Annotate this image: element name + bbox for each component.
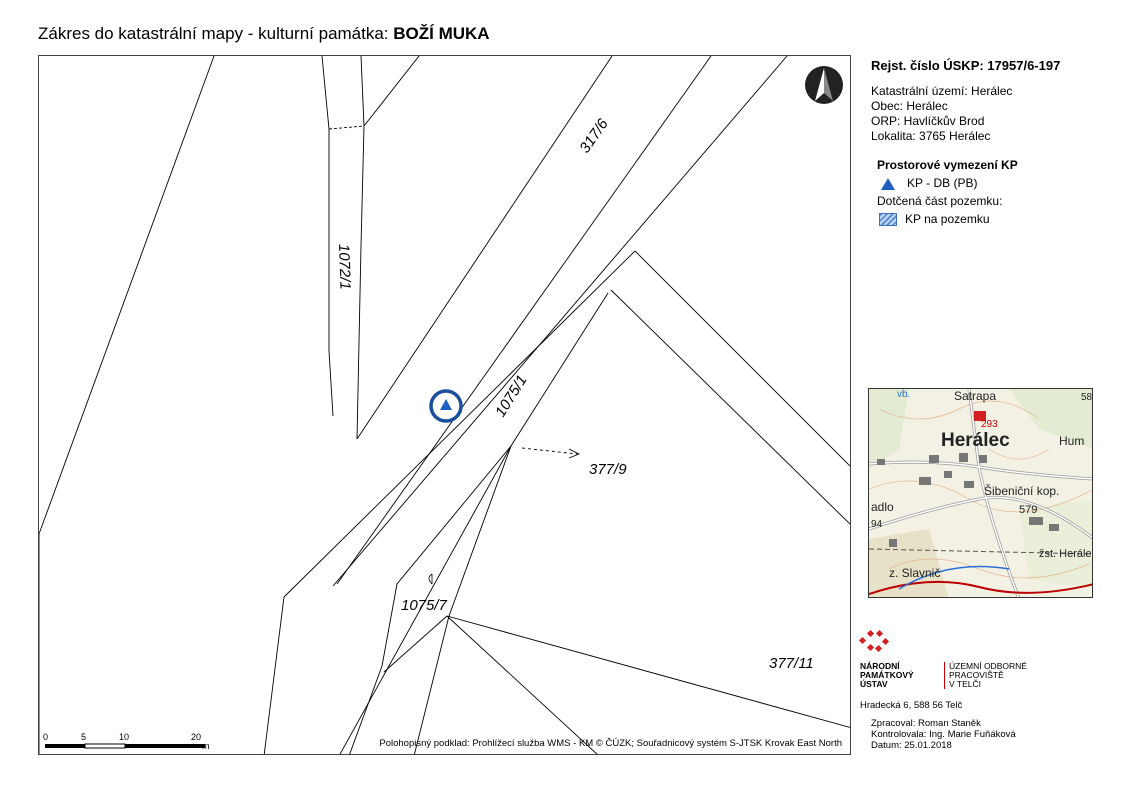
scale-unit: m bbox=[202, 741, 210, 751]
inset-label-adlo: adlo bbox=[871, 500, 894, 514]
overview-inset-map[interactable] bbox=[868, 388, 1093, 598]
north-arrow-icon bbox=[805, 66, 843, 104]
uop-line-3: V TELČI bbox=[949, 679, 981, 689]
orp: ORP: Havlíčkův Brod bbox=[871, 114, 985, 128]
legend-item-kp bbox=[871, 176, 1111, 191]
inset-graphic bbox=[869, 389, 1093, 598]
inset-label-sibenicni: Šibeniční kop. bbox=[984, 484, 1060, 498]
npu-line-1: NÁRODNÍ bbox=[860, 661, 900, 671]
parcel-label-1072-1: 1072/1 bbox=[335, 243, 354, 291]
locality: Lokalita: 3765 Herálec bbox=[871, 129, 991, 143]
uop-line-2: PRACOVIŠTĚ bbox=[949, 670, 1004, 680]
inset-label-hum: Hum bbox=[1059, 434, 1085, 448]
inset-label-58: 58 bbox=[1081, 392, 1093, 403]
info-panel bbox=[871, 58, 1111, 227]
scale-tick-20: 20 bbox=[191, 732, 202, 742]
small-symbol bbox=[429, 574, 432, 584]
institution-logo bbox=[858, 628, 1098, 711]
inset-label-zst: žst. Herále bbox=[1039, 548, 1092, 560]
npu-logo-icon bbox=[858, 628, 898, 658]
inset-label-slavnic: z. Slavnič bbox=[889, 566, 941, 580]
parcel-label-1075-1: 1075/1 bbox=[491, 372, 531, 421]
parcel-label-377-9: 377/9 bbox=[589, 461, 627, 478]
address: Hradecká 6, 588 56 Telč bbox=[860, 700, 963, 711]
legend-subtitle: Dotčená část pozemku: bbox=[877, 194, 1003, 208]
legend-hatch-label: KP na pozemku bbox=[905, 212, 990, 226]
inset-label-94: 94 bbox=[871, 519, 883, 530]
inset-label-satrapa: Satrapa bbox=[954, 389, 997, 403]
legend-kp-label: KP - DB (PB) bbox=[907, 176, 978, 190]
npu-line-2: PAMÁTKOVÝ bbox=[860, 670, 914, 680]
npu-line-3: ÚSTAV bbox=[860, 679, 888, 689]
monument-name: BOŽÍ MUKA bbox=[393, 24, 490, 43]
hatch-swatch-icon bbox=[879, 213, 897, 226]
inset-label-293: 293 bbox=[981, 419, 998, 430]
authorship-info bbox=[871, 718, 1016, 751]
uop-line-1: ÚZEMNÍ ODBORNÉ bbox=[949, 661, 1027, 671]
legend-item-hatch bbox=[871, 212, 1111, 227]
parcel-lines bbox=[39, 56, 851, 755]
registry-number: Rejst. číslo ÚSKP: 17957/6-197 bbox=[871, 58, 1061, 73]
parcel-label-1075-7: 1075/7 bbox=[401, 597, 447, 614]
scale-bar bbox=[43, 732, 210, 751]
npu-name bbox=[860, 662, 914, 689]
inset-label-vb: vb. bbox=[897, 389, 911, 400]
triangle-icon bbox=[881, 178, 895, 190]
inset-label-579: 579 bbox=[1019, 504, 1038, 516]
monument-marker-icon[interactable] bbox=[431, 391, 461, 421]
scale-tick-5: 5 bbox=[81, 732, 87, 742]
cadastral-area: Katastrální území: Herálec bbox=[871, 84, 1013, 98]
municipality: Obec: Herálec bbox=[871, 99, 948, 113]
map-title bbox=[38, 24, 490, 44]
prepared-by: Zpracoval: Roman Staněk bbox=[871, 718, 981, 729]
scale-tick-10: 10 bbox=[119, 732, 130, 742]
inset-label-heralec: Herálec bbox=[941, 430, 1010, 451]
parcel-label-317-6: 317/6 bbox=[576, 115, 612, 157]
scale-tick-0: 0 bbox=[43, 732, 49, 742]
branch-name bbox=[944, 662, 1027, 689]
cadastral-map[interactable] bbox=[38, 55, 851, 755]
date: Datum: 25.01.2018 bbox=[871, 740, 952, 751]
title-prefix: Zákres do katastrální mapy - kulturní památka: bbox=[38, 24, 394, 43]
parcel-label-377-11: 377/11 bbox=[769, 655, 814, 672]
map-credit: Polohopisný podklad: Prohlížecí služba WMS - KM © ČÚZK; Souřadnicový systém S-JTSK Krovak East North bbox=[379, 738, 842, 749]
checked-by: Kontrolovala: Ing. Marie Fuňáková bbox=[871, 729, 1016, 740]
legend-title: Prostorové vymezení KP bbox=[877, 158, 1018, 172]
